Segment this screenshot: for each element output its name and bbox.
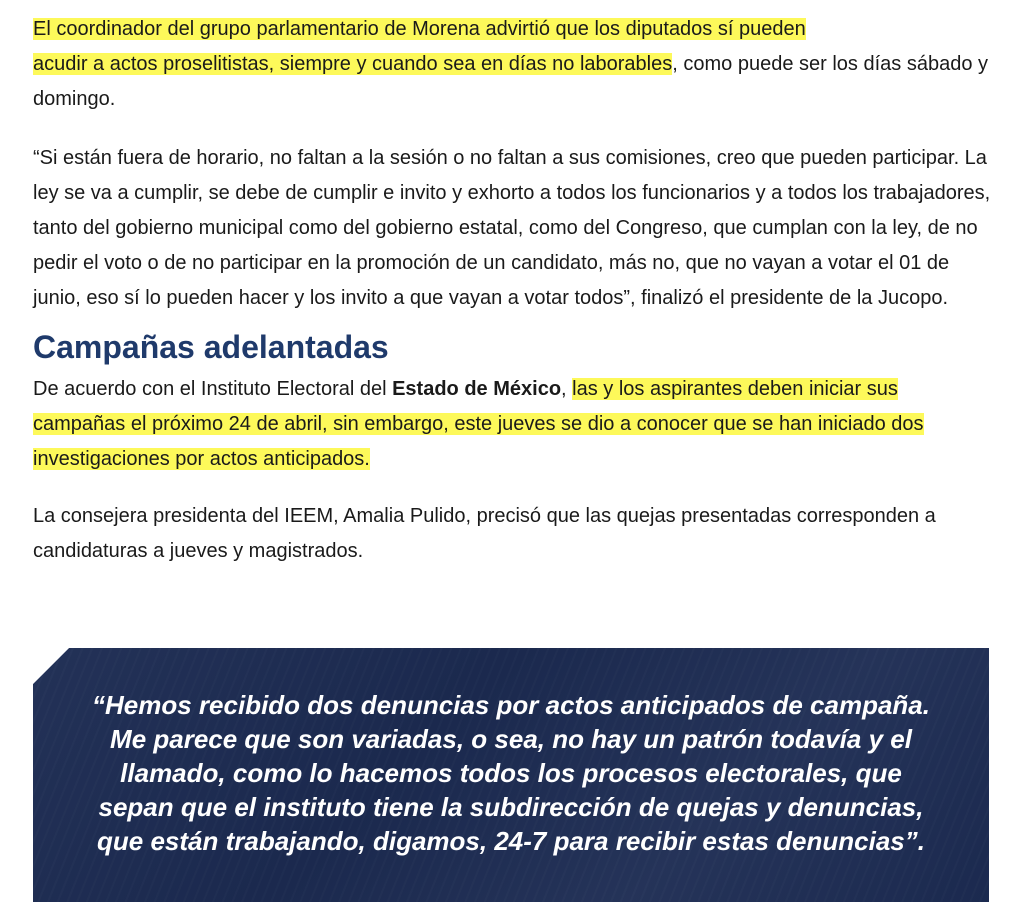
paragraph-text: ,: [561, 378, 573, 400]
pull-quote-box: [33, 648, 989, 902]
highlighted-text: El coordinador del grupo parlamentario de Morena advirtió que los diputados sí pueden: [33, 18, 806, 40]
folded-corner-cutout: [33, 648, 69, 684]
paragraph-text: , como puede ser los días sábado y domingo.: [33, 53, 988, 110]
highlighted-text: las y los aspirantes deben iniciar sus campañas el próximo 24 de abril, sin embargo, este jueves se dio a conocer que se han iniciado dos investigaciones por actos anticipados.: [33, 378, 924, 470]
paragraph-amalia-pulido: La consejera presidenta del IEEM, Amalia Pulido, precisó que las quejas presentadas corresponden a candidaturas a jueves y magistrados.: [33, 505, 936, 562]
article-body: [33, 12, 993, 569]
section-heading: Campañas adelantadas: [33, 329, 389, 365]
quote-line: sepan que el instituto tiene la subdirección de quejas y denuncias,: [98, 792, 924, 822]
paragraph-ieem-campaigns: [33, 372, 993, 477]
quote-line: que están trabajando, digamos, 24-7 para recibir estas denuncias”.: [97, 826, 925, 856]
quote-line: “Hemos recibido dos denuncias por actos anticipados de campaña.: [92, 690, 930, 720]
highlighted-text: acudir a actos proselitistas, siempre y cuando sea en días no laborables: [33, 53, 673, 75]
quote-line: Me parece que son variadas, o sea, no hay un patrón todavía y el: [110, 724, 912, 754]
paragraph-text: De acuerdo con el Instituto Electoral del: [33, 378, 393, 400]
pull-quote-text: [33, 688, 989, 858]
paragraph-morena-coordinator: [33, 12, 993, 117]
quote-line: llamado, como lo hacemos todos los procesos electorales, que: [120, 758, 902, 788]
paragraph-quote-jucopo: “Si están fuera de horario, no faltan a la sesión o no faltan a sus comisiones, creo que pueden participar. La ley se va a cumplir, se debe de cumplir e invito y exhorto a todos los funcionarios y a todos los trabajadores, tanto del gobierno municipal como del gobierno estatal, como del Congreso, que cumplan con la ley, de no pedir el voto o de no participar en la promoción de un candidato, más no, que no vayan a votar el 01 de junio, eso sí lo pueden hacer y los invito a que vayan a votar todos”, finalizó el presidente de la Jucopo.: [33, 147, 991, 309]
bold-text: Estado de México: [392, 378, 562, 400]
